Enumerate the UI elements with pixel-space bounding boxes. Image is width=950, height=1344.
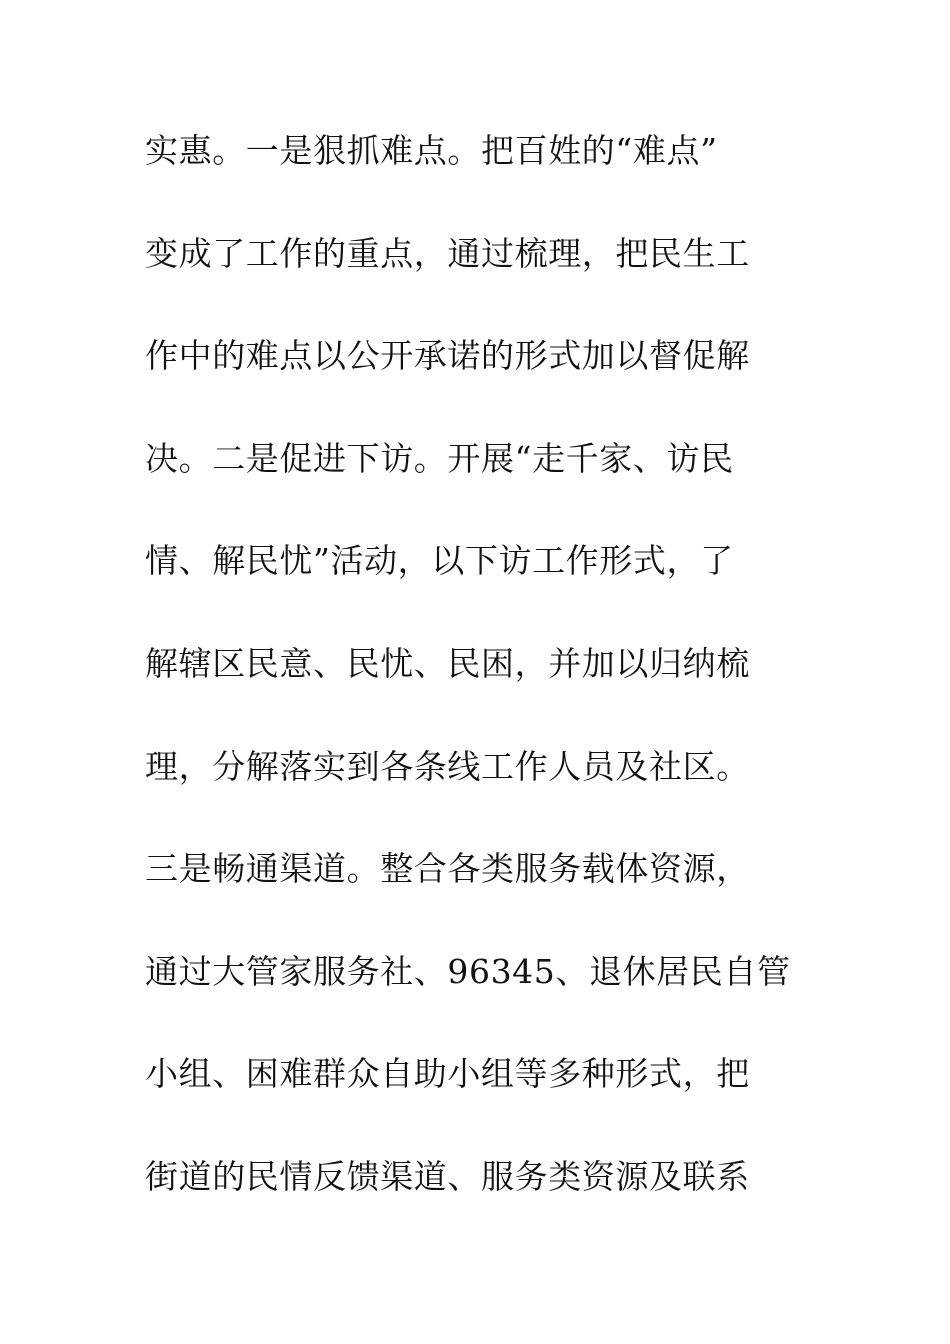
body-text — [145, 124, 815, 1253]
text-line-4: 决。二是促进下访。开展“走千家、访民 — [145, 438, 734, 478]
text-line-9: 通过大管家服务社、96345、退休居民自管 — [145, 951, 791, 991]
text-line-1: 实惠。一是狠抓难点。把百姓的“难点” — [145, 131, 718, 170]
text-line-10: 小组、困难群众自助小组等多种形式，把 — [145, 1054, 750, 1094]
text-line-6: 解辖区民意、民忧、民困，并加以归纳梳 — [145, 643, 750, 683]
text-line-11: 街道的民情反馈渠道、服务类资源及联系 — [145, 1156, 750, 1196]
text-line-8: 三是畅通渠道。整合各类服务载体资源， — [145, 849, 750, 889]
text-line-2: 变成了工作的重点，通过梳理，把民生工 — [145, 233, 750, 273]
text-line-5: 情、解民忧”活动，以下访工作形式，了 — [145, 541, 734, 581]
text-line-3: 作中的难点以公开承诺的形式加以督促解 — [145, 336, 750, 376]
text-line-7: 理，分解落实到各条线工作人员及社区。 — [145, 746, 750, 786]
